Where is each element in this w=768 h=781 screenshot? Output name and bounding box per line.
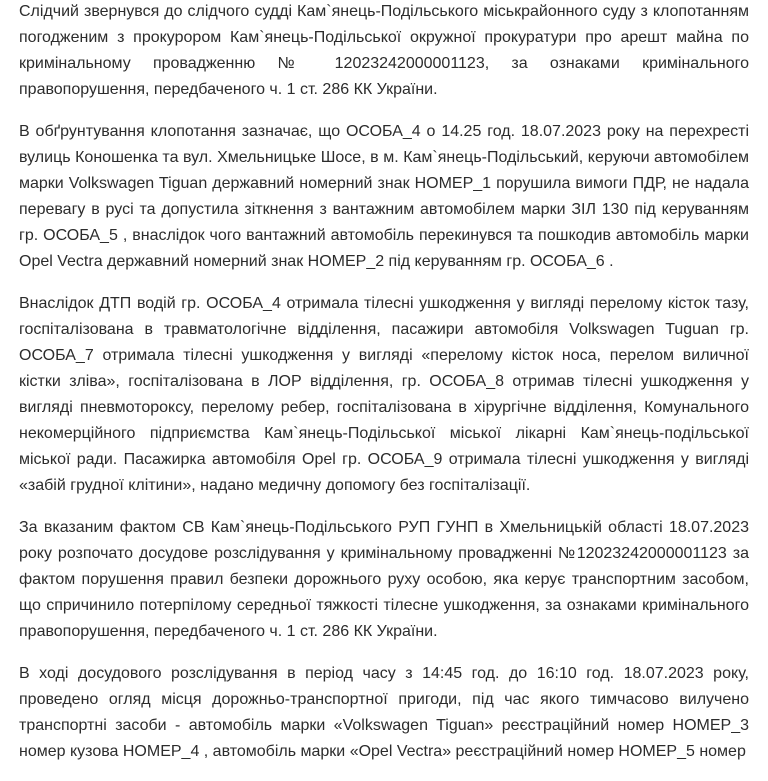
document-body xyxy=(19,0,749,781)
paragraph: В обґрунтування клопотання зазначає, що ОСОБА_4 о 14.25 год. 18.07.2023 року на перехресті вулиць Коношенка та вул. Хмельницьке Шосе, в м. Кам`янець-Подільський, керуючи автомобілем марки Volkswagen Tiguan державний номерний знак НОМЕР_1 порушила вимоги ПДР, не надала перевагу в русі та допустила зіткнення з вантажним автомобілем марки ЗІЛ 130 під керуванням гр. ОСОБА_5 , внаслідок чого вантажний автомобіль перекинувся та пошкодив автомобіль марки Opel Vectra державний номерний знак НОМЕР_2 під керуванням гр. ОСОБА_6 . xyxy=(19,123,749,270)
paragraph: За вказаним фактом СВ Кам`янець-Подільського РУП ГУНП в Хмельницькій області 18.07.2023 року розпочато досудове розслідування у кримінальному провадженні №12023242000001123 за фактом порушення правил безпеки дорожнього руху особою, яка керує транспортним засобом, що спричинило потерпілому середньої тяжкості тілесне ушкодження, за ознаками кримінального правопорушення, передбаченого ч. 1 ст. 286 КК України. xyxy=(19,519,749,640)
paragraph: Внаслідок ДТП водій гр. ОСОБА_4 отримала тілесні ушкодження у вигляді перелому кісток тазу, госпіталізована в травматологічне відділення, пасажири автомобіля Volkswagen Tuguan гр. ОСОБА_7 отримала тілесні ушкодження у вигляді «перелому кісток носа, перелом виличної кістки зліва», госпіталізована в ЛОР відділення, гр. ОСОБА_8 отримав тілесні ушкодження у вигляді пневмотороксу, перелому ребер, госпіталізована в хірургічне відділення, Комунального некомерційного підприємства Кам`янець-Подільської міської лікарні Кам`янець-подільської міської ради. Пасажирка автомобіля Opel гр. ОСОБА_9 отримала тілесні ушкодження у вигляді «забій грудної клітини», надано медичну допомогу без госпіталізації. xyxy=(19,295,749,494)
paragraph: Слідчий звернувся до слідчого судді Кам`янець-Подільського міськрайонного суду з клопотанням погодженим з прокурором Кам`янець-Подільської окружної прокуратури про арешт майна по кримінальному провадженню № 12023242000001123, за ознаками кримінального правопорушення, передбаченого ч. 1 ст. 286 КК України. xyxy=(19,3,749,98)
paragraph: В ході досудового розслідування в період часу з 14:45 год. до 16:10 год. 18.07.2023 року, проведено огляд місця дорожньо-транспортної пригоди, під час якого тимчасово вилучено транспортні засоби - автомобіль марки «Volkswagen Tiguan» реєстраційний номер НОМЕР_3 номер кузова НОМЕР_4 , автомобіль марки «Opel Vectra» реєстраційний номер НОМЕР_5 номер xyxy=(19,665,749,760)
